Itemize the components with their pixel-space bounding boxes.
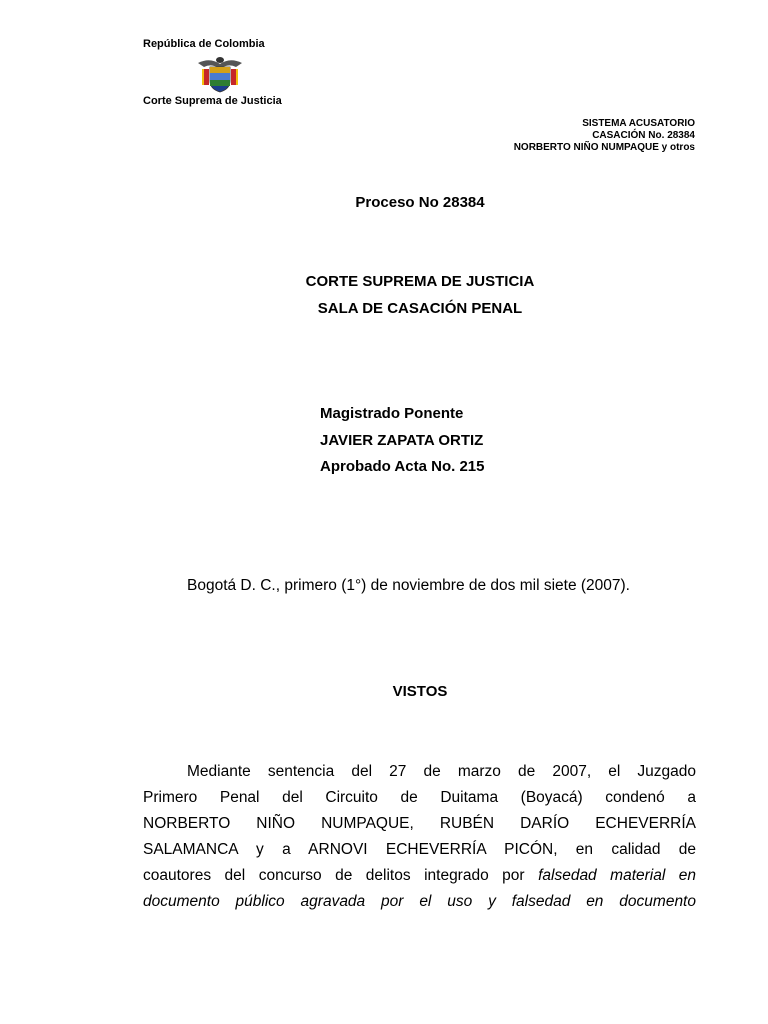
paragraph-line: Primero Penal del Circuito de Duitama (Boyacá) condenó a <box>143 789 696 806</box>
court-title: CORTE SUPREMA DE JUSTICIA <box>305 273 535 290</box>
letterhead-country: República de Colombia <box>143 38 265 50</box>
section-heading: VISTOS <box>392 683 448 700</box>
body-paragraph <box>143 759 696 915</box>
magistrate-label: Magistrado Ponente <box>320 405 464 422</box>
date-line: Bogotá D. C., primero (1°) de noviembre de dos mil siete (2007). <box>187 577 630 594</box>
approval-act: Aprobado Acta No. 215 <box>320 458 485 475</box>
paragraph-line <box>143 863 696 889</box>
paragraph-line: SALAMANCA y a ARNOVI ECHEVERRÍA PICÓN, en calidad de <box>143 841 696 858</box>
paragraph-line: NORBERTO NIÑO NUMPAQUE, RUBÉN DARÍO ECHEVERRÍA <box>143 815 696 832</box>
case-header <box>514 118 695 154</box>
case-system: SISTEMA ACUSATORIO <box>582 118 695 129</box>
process-title: Proceso No 28384 <box>355 194 485 211</box>
magistrate-name: JAVIER ZAPATA ORTIZ <box>320 432 484 449</box>
coat-of-arms-icon <box>192 55 248 93</box>
paragraph-line: Mediante sentencia del 27 de marzo de 2007, el Juzgado <box>187 763 696 780</box>
paragraph-italic-text: falsedad material en <box>538 867 697 884</box>
chamber-title: SALA DE CASACIÓN PENAL <box>317 300 523 317</box>
paragraph-line <box>143 889 696 915</box>
paragraph-text: coautores del concurso de delitos integrado por <box>143 867 539 884</box>
paragraph-italic-text: documento público agravada por el uso y falsedad en documento <box>143 893 696 910</box>
letterhead-court: Corte Suprema de Justicia <box>143 95 282 107</box>
case-number: CASACIÓN No. 28384 <box>592 130 695 141</box>
case-parties: NORBERTO NIÑO NUMPAQUE y otros <box>513 142 695 153</box>
